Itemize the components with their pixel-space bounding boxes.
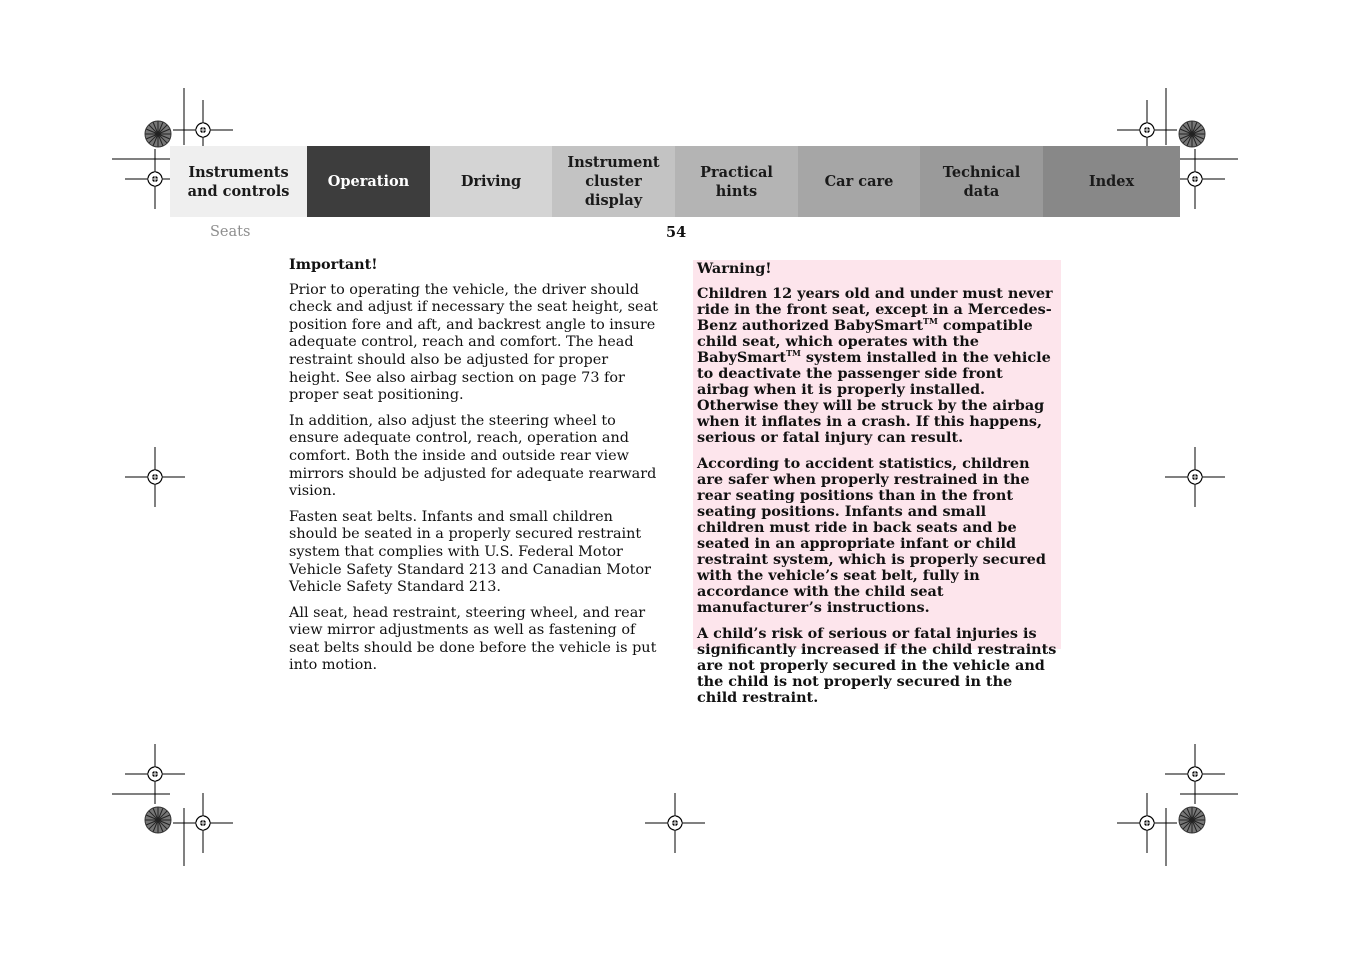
trademark-symbol: TM [923,316,938,327]
warning-paragraph-3: A child’s risk of serious or fatal injuries is significantly increased if the child restraints are not properly secured in the vehicle and the child is not properly secured in the child restraint. [697,625,1057,706]
section-title: Seats [210,224,251,240]
warning-text: system installed in the vehicle to deactivate the passenger side front airbag when it is properly installed. Otherwise they will be struck by the airbag when it inflates in a crash. If this happens, serious or fatal injury can result. [697,349,1051,446]
trademark-symbol: TM [786,348,801,359]
paragraph: Fasten seat belts. Infants and small children should be seated in a properly secured restraint system that complies with U.S. Federal Motor Vehicle Safety Standard 213 and Canadian Motor Vehicle Safety Standard 213. [289,508,651,596]
tab-technical-data[interactable]: Technical data [920,146,1043,217]
warning-paragraph-1 [697,286,1057,446]
tab-instrument-cluster-display[interactable]: Instrument cluster display [552,146,675,217]
tab-index[interactable]: Index [1043,146,1180,217]
chapter-tabs [170,146,1180,217]
important-section [289,256,661,683]
tab-driving[interactable]: Driving [430,146,552,217]
tab-instruments-and-controls[interactable]: Instruments and controls [170,146,307,217]
page-number: 54 [666,224,687,241]
paragraph: Prior to operating the vehicle, the driver should check and adjust if necessary the seat height, seat position fore and aft, and backrest angle to insure adequate control, reach and comfort. The head restraint should also be adjusted for proper height. See also airbag section on page 73 for proper seat positioning. [289,281,658,404]
warning-text: compatible child seat, which operates with the BabySmart [697,317,1033,366]
important-heading: Important! [289,256,378,273]
tab-car-care[interactable]: Car care [798,146,920,217]
warning-paragraph-2: According to accident statistics, children are safer when properly restrained in the rear seating positions than in the front seating positions. Infants and small children must ride in back seats and be seated in an appropriate infant or child restraint system, which is properly secured with the vehicle’s seat belt, fully in accordance with the child seat manufacturer’s instructions. [697,455,1046,616]
paragraph: All seat, head restraint, steering wheel, and rear view mirror adjustments as well as fastening of seat belts should be done before the vehicle is put into motion. [289,604,657,674]
warning-title: Warning! [697,260,772,277]
warning-text: Children 12 years old and under must never ride in the front seat, except in a Mercedes-Benz authorized BabySmart [697,285,1053,334]
paragraph: In addition, also adjust the steering wheel to ensure adequate control, reach, operation and comfort. Both the inside and outside rear view mirrors should be adjusted for adequate rearward vision. [289,412,657,500]
tab-practical-hints[interactable]: Practical hints [675,146,798,217]
tab-operation[interactable]: Operation [307,146,430,217]
warning-box [693,260,1061,706]
